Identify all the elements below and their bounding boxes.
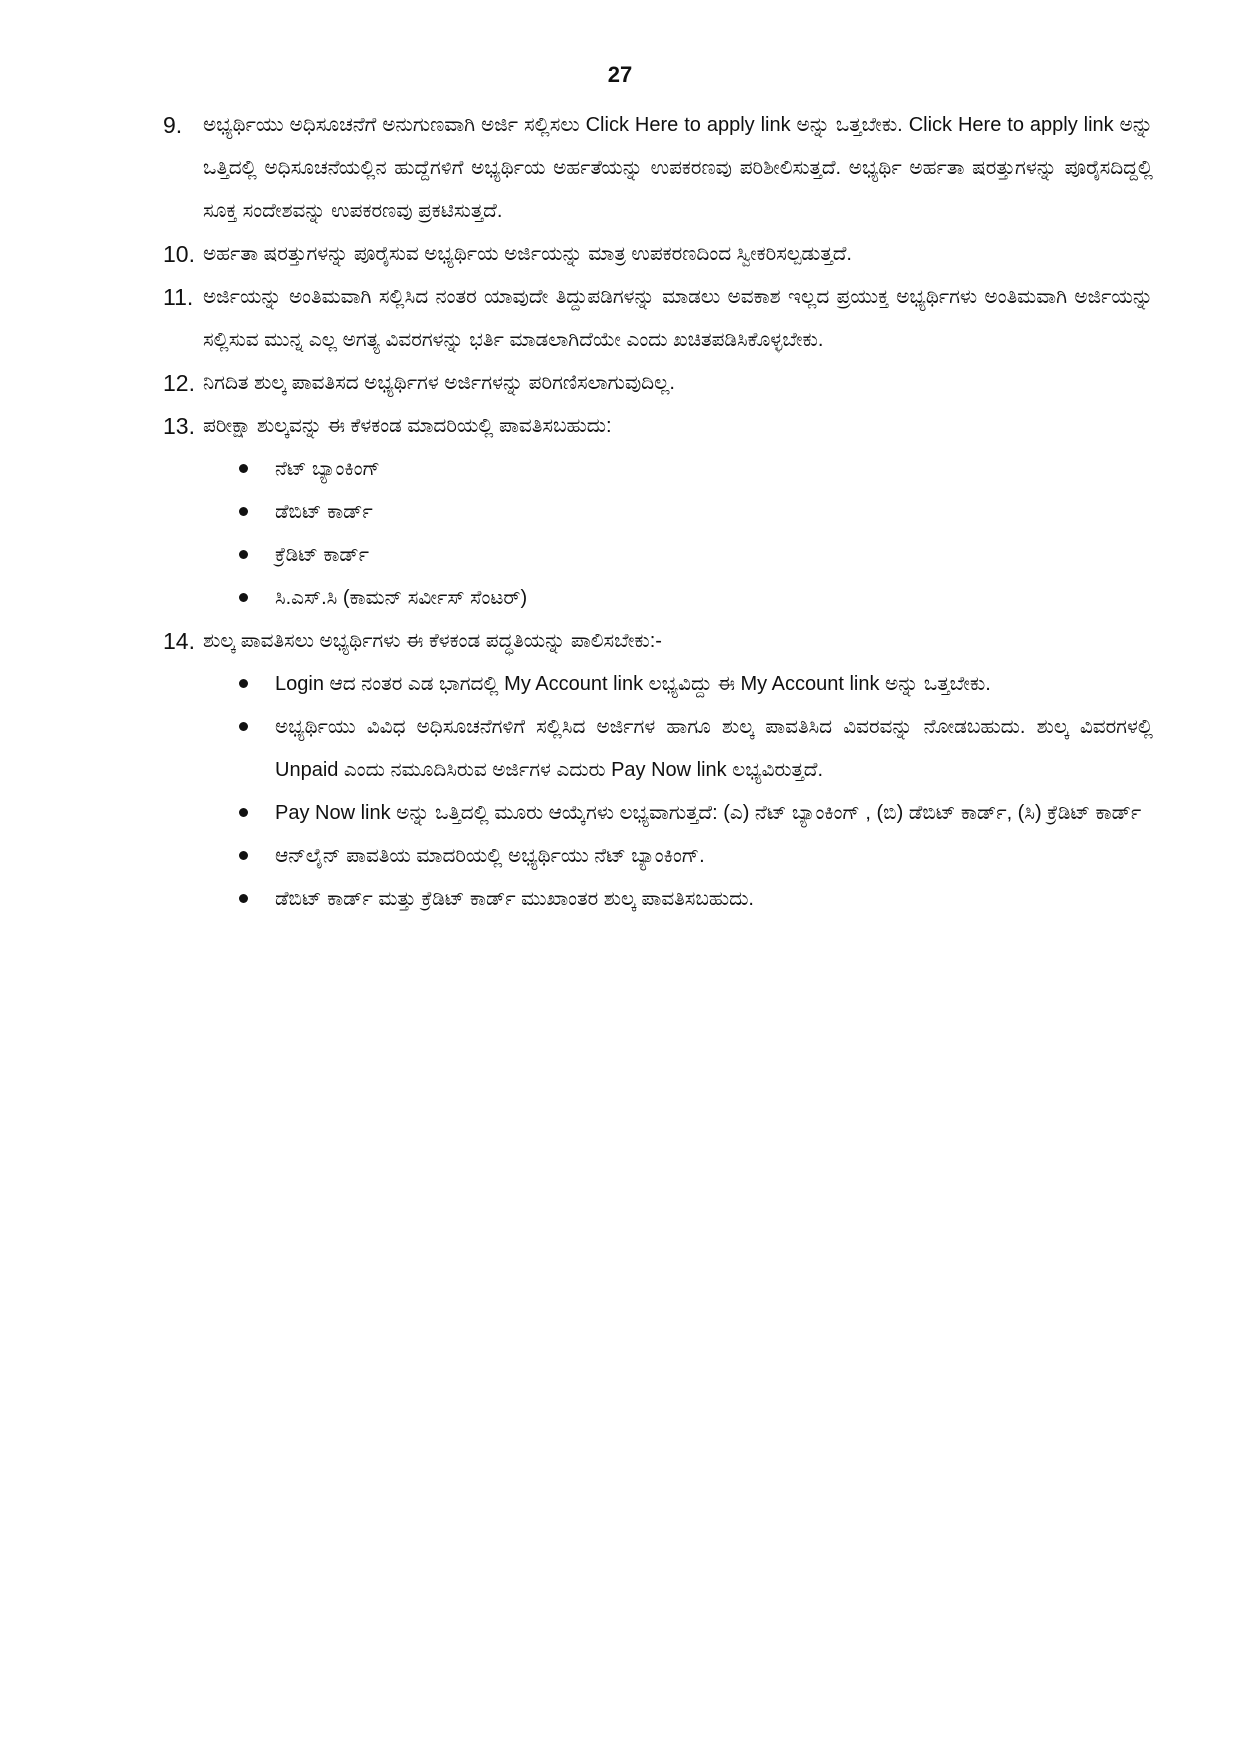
bullet-icon bbox=[239, 808, 248, 817]
item-text: ಶುಲ್ಕ ಪಾವತಿಸಲು ಅಭ್ಯರ್ಥಿಗಳು ಈ ಕೆಳಕಂಡ ಪದ್ಧತಿಯನ್ನು ಪಾಲಿಸಬೇಕು:- bbox=[203, 630, 662, 652]
bullet-item bbox=[239, 792, 1153, 835]
list-item-9 bbox=[163, 104, 1153, 233]
payment-steps-list bbox=[163, 663, 1153, 921]
item-text: ಪರೀಕ್ಷಾ ಶುಲ್ಕವನ್ನು ಈ ಕೆಳಕಂಡ ಮಾದರಿಯಲ್ಲಿ ಪಾವತಿಸಬಹುದು: bbox=[203, 415, 612, 437]
bullet-item bbox=[239, 663, 1153, 706]
item-text: ಅರ್ಜಿಯನ್ನು ಅಂತಿಮವಾಗಿ ಸಲ್ಲಿಸಿದ ನಂತರ ಯಾವುದೇ ತಿದ್ದುಪಡಿಗಳನ್ನು ಮಾಡಲು ಅವಕಾಶ ಇಲ್ಲದ ಪ್ರಯುಕ್ತ ಅಭ್ಯರ್ಥಿಗಳು ಅಂತಿಮವಾಗಿ ಅರ್ಜಿಯನ್ನು ಸಲ್ಲಿಸುವ ಮುನ್ನ ಎಲ್ಲ ಅಗತ್ಯ ವಿವರಗಳನ್ನು ಭರ್ತಿ ಮಾಡಲಾಗಿದೆಯೇ ಎಂದು ಖಚಿತಪಡಿಸಿಕೊಳ್ಳಬೇಕು. bbox=[203, 286, 1153, 351]
item-number: 9. bbox=[163, 112, 183, 138]
item-number: 10. bbox=[163, 241, 195, 267]
bullet-text: Login ಆದ ನಂತರ ಎಡ ಭಾಗದಲ್ಲಿ My Account link ಲಭ್ಯವಿದ್ದು ಈ My Account link ಅನ್ನು ಒತ್ತಬೇಕು. bbox=[275, 673, 991, 695]
bullet-text: ಕ್ರೆಡಿಟ್ ಕಾರ್ಡ್ bbox=[275, 544, 370, 566]
bullet-icon bbox=[239, 851, 248, 860]
list-item-13 bbox=[163, 405, 1153, 448]
bullet-item bbox=[239, 835, 1153, 878]
bullet-text: Pay Now link ಅನ್ನು ಒತ್ತಿದಲ್ಲಿ ಮೂರು ಆಯ್ಕೆಗಳು ಲಭ್ಯವಾಗುತ್ತದೆ: (ಎ) ನೆಟ್ ಬ್ಯಾಂಕಿಂಗ್ , (ಬಿ) ಡೆಬಿಟ್ ಕಾರ್ಡ್, (ಸಿ) ಕ್ರೆಡಿಟ್ ಕಾರ್ಡ್ bbox=[275, 802, 1142, 824]
bullet-item bbox=[239, 577, 1153, 620]
bullet-text: ಸಿ.ಎಸ್.ಸಿ (ಕಾಮನ್ ಸರ್ವೀಸ್ ಸೆಂಟರ್) bbox=[275, 587, 528, 609]
bullet-item bbox=[239, 534, 1153, 577]
bullet-icon bbox=[239, 593, 248, 602]
item-text: ನಿಗದಿತ ಶುಲ್ಕ ಪಾವತಿಸದ ಅಭ್ಯರ್ಥಿಗಳ ಅರ್ಜಿಗಳನ್ನು ಪರಿಗಣಿಸಲಾಗುವುದಿಲ್ಲ. bbox=[203, 372, 675, 394]
bullet-text: ಅಭ್ಯರ್ಥಿಯು ವಿವಿಧ ಅಧಿಸೂಚನೆಗಳಿಗೆ ಸಲ್ಲಿಸಿದ ಅರ್ಜಿಗಳ ಹಾಗೂ ಶುಲ್ಕ ಪಾವತಿಸಿದ ವಿವರವನ್ನು ನೋಡಬಹುದು. ಶುಲ್ಕ ವಿವರಗಳಲ್ಲಿ Unpaid ಎಂದು ನಮೂದಿಸಿರುವ ಅರ್ಜಿಗಳ ಎದುರು Pay Now link ಲಭ್ಯವಿರುತ್ತದೆ. bbox=[275, 716, 1153, 781]
item-text: ಅಭ್ಯರ್ಥಿಯು ಅಧಿಸೂಚನೆಗೆ ಅನುಗುಣವಾಗಿ ಅರ್ಜಿ ಸಲ್ಲಿಸಲು Click Here to apply link ಅನ್ನು ಒತ್ತಬೇಕು. Click Here to apply link ಅನ್ನು ಒತ್ತಿದಲ್ಲಿ ಅಧಿಸೂಚನೆಯಲ್ಲಿನ ಹುದ್ದೆಗಳಿಗೆ ಅಭ್ಯರ್ಥಿಯ ಅರ್ಹತೆಯನ್ನು ಉಪಕರಣವು ಪರಿಶೀಲಿಸುತ್ತದೆ. ಅಭ್ಯರ್ಥಿ ಅರ್ಹತಾ ಷರತ್ತುಗಳನ್ನು ಪೂರೈಸದಿದ್ದಲ್ಲಿ ಸೂಕ್ತ ಸಂದೇಶವನ್ನು ಉಪಕರಣವು ಪ್ರಕಟಿಸುತ್ತದೆ. bbox=[203, 114, 1153, 222]
bullet-item bbox=[239, 706, 1153, 792]
bullet-icon bbox=[239, 507, 248, 516]
bullet-text: ನೆಟ್ ಬ್ಯಾಂಕಿಂಗ್ bbox=[275, 458, 380, 480]
bullet-text: ಆನ್‌ಲೈನ್ ಪಾವತಿಯ ಮಾದರಿಯಲ್ಲಿ ಅಭ್ಯರ್ಥಿಯು ನೆಟ್ ಬ್ಯಾಂಕಿಂಗ್. bbox=[275, 845, 705, 867]
list-item-11 bbox=[163, 276, 1153, 362]
bullet-item bbox=[239, 448, 1153, 491]
list-item-14 bbox=[163, 620, 1153, 663]
item-text: ಅರ್ಹತಾ ಷರತ್ತುಗಳನ್ನು ಪೂರೈಸುವ ಅಭ್ಯರ್ಥಿಯ ಅರ್ಜಿಯನ್ನು ಮಾತ್ರ ಉಪಕರಣದಿಂದ ಸ್ವೀಕರಿಸಲ್ಪಡುತ್ತದೆ. bbox=[203, 243, 852, 265]
payment-modes-list bbox=[163, 448, 1153, 620]
item-number: 14. bbox=[163, 628, 195, 654]
bullet-item bbox=[239, 878, 1153, 921]
item-number: 11. bbox=[163, 284, 194, 310]
item-number: 13. bbox=[163, 413, 195, 439]
bullet-icon bbox=[239, 550, 248, 559]
item-number: 12. bbox=[163, 370, 195, 396]
bullet-icon bbox=[239, 894, 248, 903]
bullet-text: ಡೆಬಿಟ್ ಕಾರ್ಡ್ bbox=[275, 501, 373, 523]
bullet-icon bbox=[239, 722, 248, 731]
bullet-item bbox=[239, 491, 1153, 534]
page-number: 27 bbox=[607, 62, 633, 87]
document-body bbox=[163, 104, 1153, 921]
bullet-text: ಡೆಬಿಟ್ ಕಾರ್ಡ್ ಮತ್ತು ಕ್ರೆಡಿಟ್ ಕಾರ್ಡ್ ಮುಖಾಂತರ ಶುಲ್ಕ ಪಾವತಿಸಬಹುದು. bbox=[275, 888, 754, 910]
bullet-icon bbox=[239, 679, 248, 688]
list-item-12 bbox=[163, 362, 1153, 405]
list-item-10 bbox=[163, 233, 1153, 276]
bullet-icon bbox=[239, 464, 248, 473]
